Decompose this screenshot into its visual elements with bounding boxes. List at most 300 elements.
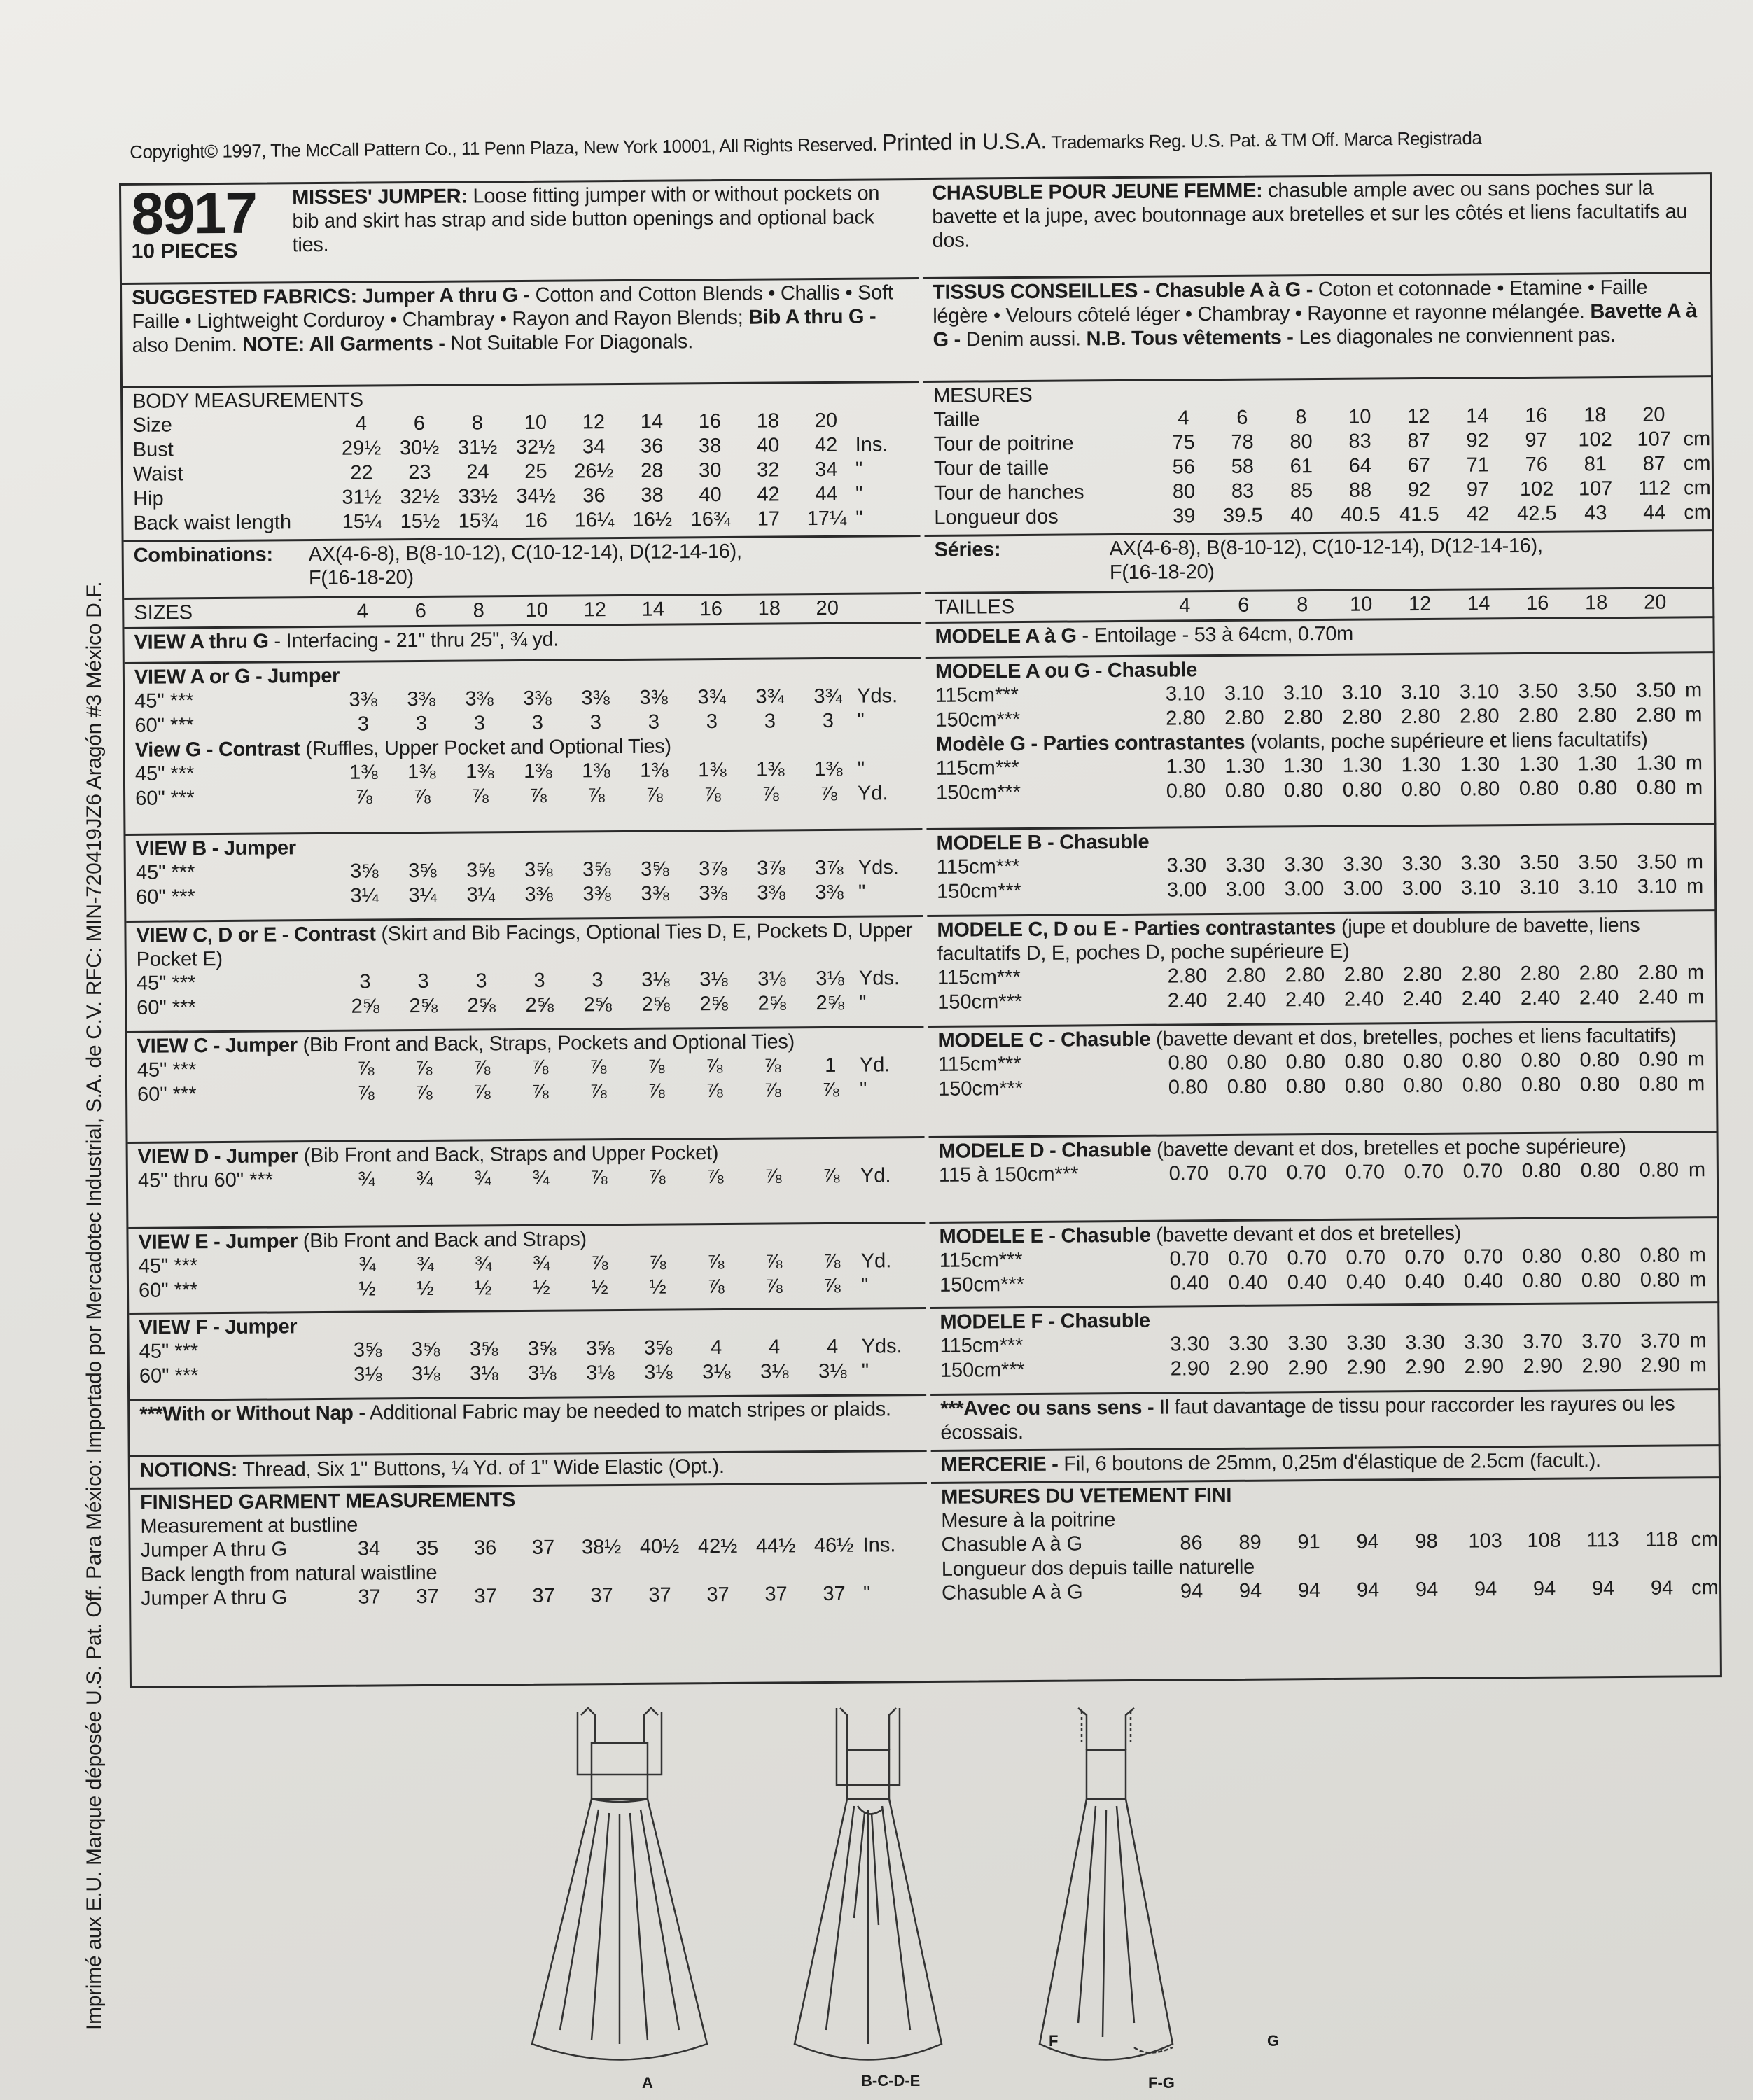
view-en-row-value: 3⅛ (470, 1362, 498, 1385)
view-fr-row-value: 0.40 (1169, 1272, 1210, 1295)
view-fr-4 (929, 1133, 1719, 1224)
view-en-row-value: 3⅛ (354, 1363, 382, 1386)
view-en-row-value: ½ (475, 1277, 492, 1300)
view-en-row-value: ⅞ (707, 1251, 725, 1274)
combinations-fr-line2: F(16-18-20) (1109, 561, 1215, 584)
view-en-row-value: 1⅜ (524, 760, 552, 783)
view-fr-row-value: 3.50 (1518, 680, 1558, 704)
fabrics-en-note: NOTE: All Garments - (242, 332, 445, 356)
view-fr-row-values (1157, 751, 1686, 779)
title-en: MISSES' JUMPER: (292, 185, 468, 209)
view-fr-5 (929, 1218, 1719, 1309)
interfacing-en-line-text: - Interfacing - 21" thru 25", ¾ yd. (274, 628, 559, 653)
view-fr-row-label: 150cm*** (936, 880, 1022, 903)
view-fr-row-value: 2.90 (1640, 1354, 1681, 1377)
finished-row-en-value: 37 (648, 1583, 671, 1606)
view-en-row-value: 4 (710, 1336, 722, 1359)
view-en-row (138, 1163, 918, 1194)
view-en-row-values (336, 967, 859, 995)
view-en-row-value: 3⅛ (702, 1360, 731, 1384)
body-row-en-value: 33½ (458, 485, 498, 508)
view-en-row-value: 3 (415, 712, 428, 736)
notions-fr (931, 1446, 1721, 1484)
view-fr-title-bold: MODELE A ou G - Chasuble (935, 659, 1198, 683)
view-fr-row-value: 3.30 (1464, 1331, 1504, 1354)
finished-row-fr-value: 98 (1415, 1530, 1438, 1553)
view-fr-row-value: 0.70 (1287, 1246, 1327, 1270)
view-en-row-value: ¾ (532, 1166, 550, 1189)
view-en-row-value: 3⅝ (585, 1337, 615, 1360)
view-fr-row-value: 3.10 (1400, 680, 1441, 704)
notions-fr-line-bold: MERCERIE - (940, 1452, 1059, 1476)
view-en-row (135, 781, 915, 811)
body-measurements-en (123, 383, 921, 542)
view-fr-row-value: 0.70 (1462, 1160, 1503, 1183)
view-en-row-value: 2⅝ (351, 995, 379, 1018)
view-en-row-value: 3⅝ (350, 860, 379, 883)
view-en-row-values (335, 782, 858, 810)
finished-row-fr-values (1162, 1576, 1691, 1604)
view-en-row-value: 3⅝ (353, 1338, 382, 1362)
view-en-row-value: 3 (359, 970, 371, 993)
view-en-row-value: 3⅛ (412, 1362, 440, 1386)
view-fr-row-value: 2.90 (1523, 1354, 1563, 1378)
body-row-en-label: Hip (133, 487, 164, 510)
finished-row-fr (941, 1576, 1719, 1606)
finished-row-fr-value: 118 (1645, 1528, 1678, 1551)
view-fr-row-value: 3.30 (1284, 853, 1325, 876)
view-fr-row-value: 0.80 (1283, 779, 1324, 802)
finished-sub2-en: Back length from natural waistline (140, 1561, 438, 1586)
view-fr-row-values (1160, 1268, 1689, 1296)
finished-row-fr-value: 94 (1474, 1578, 1497, 1601)
view-en-row-unit: Yds. (861, 1335, 902, 1358)
view-fr-row-label: 150cm*** (940, 1359, 1025, 1382)
view-en-title-text: (Bib Front and Back, Straps, Pockets and Optional Ties) (302, 1030, 795, 1057)
view-fr-row-value: 2.80 (1283, 706, 1323, 729)
view-fr-row-unit: m (1685, 704, 1703, 727)
view-en-row-value: ⅞ (823, 1250, 841, 1273)
finished-row-en-unit: Ins. (862, 1534, 896, 1557)
body-row-fr (934, 500, 1712, 531)
body-row-fr-value: 39 (1173, 505, 1196, 528)
finished-row-en-value: 37 (823, 1582, 846, 1606)
view-en-row-label: 45" *** (137, 1058, 197, 1082)
finished-row-fr-unit: cm (1691, 1528, 1719, 1551)
view-en-row-value: 3⅝ (469, 1338, 498, 1361)
body-row-en-value: 30½ (399, 436, 440, 460)
body-row-en-value: 4 (355, 412, 368, 435)
view-fr-row-value: 0.80 (1636, 776, 1677, 799)
view-en-row-value: 3 (531, 711, 544, 734)
body-row-fr-value: 43 (1584, 502, 1607, 525)
body-row-en-value: 16 (524, 509, 548, 532)
body-row-en-value: 34 (582, 435, 606, 458)
view-en-row-unit: " (858, 881, 866, 904)
view-fr-row (938, 1072, 1711, 1102)
view-fr-row-value: 0.70 (1404, 1245, 1445, 1269)
view-fr-row-unit: m (1686, 875, 1704, 898)
view-fr-row-values (1160, 1329, 1689, 1357)
body-row-fr-value: 83 (1348, 430, 1371, 453)
view-en-row-value: ⅞ (415, 1081, 433, 1105)
body-row-fr-value: 92 (1466, 429, 1489, 452)
view-en-row-unit: " (857, 757, 865, 780)
view-en-row-value: ⅞ (764, 1079, 781, 1102)
body-row-fr-value: 16 (1525, 404, 1548, 427)
view-fr-row-value: 0.70 (1169, 1247, 1210, 1270)
notions-en-line (140, 1453, 920, 1483)
view-en-title-bold: VIEW B - Jumper (135, 836, 296, 860)
view-fr-row-values (1157, 776, 1686, 804)
view-en-row-value: ⅞ (473, 1081, 491, 1104)
view-en-title-text: (Bib Front and Back and Straps) (302, 1228, 587, 1253)
body-row-fr-value: 44 (1643, 501, 1666, 524)
body-row-fr-label: Longueur dos (934, 505, 1059, 529)
view-en-row-value: 3 (592, 969, 603, 992)
view-fr-row-value: 1.30 (1283, 755, 1324, 778)
view-fr-row-value: 0.70 (1286, 1161, 1327, 1184)
view-fr-row-value: 3.30 (1170, 1333, 1210, 1356)
sizes-en-value: 6 (414, 599, 426, 623)
view-fr-row-value: 0.80 (1579, 1073, 1620, 1096)
view-en-row (137, 1077, 917, 1107)
view-fr-row-values (1159, 1158, 1689, 1186)
view-fr-row-value: 2.40 (1637, 986, 1678, 1009)
view-en-title-bold: VIEW C - Jumper (137, 1034, 298, 1058)
view-en-row-value: 3⅜ (349, 688, 377, 711)
body-row-en-value: 10 (524, 411, 547, 434)
nap-en-line-text: Additional Fabric may be needed to match stripes or plaids. (369, 1398, 891, 1424)
view-fr-row-value: 0.80 (1581, 1245, 1621, 1268)
view-en-row-value: ⅞ (471, 785, 489, 808)
printed-in: Printed in U.S.A. (881, 127, 1047, 155)
sizes-fr-value: 6 (1238, 594, 1250, 617)
view-en-row-value: 1⅜ (756, 758, 785, 781)
view-en-row-value: 3⅛ (757, 967, 786, 990)
view-en-row-value: ⅞ (529, 784, 547, 807)
body-row-en-label: Bust (132, 438, 174, 461)
view-fr-row-unit: m (1685, 776, 1703, 799)
sizes-en-value: 16 (699, 597, 723, 621)
view-fr-row-value: 2.90 (1287, 1356, 1328, 1380)
view-en-row-values (338, 1250, 861, 1278)
body-row-en-value: 23 (408, 461, 431, 484)
view-en-row-value: 3⅜ (407, 687, 435, 711)
view-en-row-value: 3⅛ (816, 967, 844, 990)
combinations-en-label: Combinations: (133, 543, 273, 567)
view-fr-row-values (1156, 678, 1685, 706)
view-en-row-value: ½ (417, 1277, 434, 1301)
view-en-row-values (339, 1335, 862, 1363)
view-en-row (139, 1273, 919, 1303)
body-row-fr-unit: cm (1683, 428, 1711, 451)
view-en-row-value: ⅞ (591, 1252, 608, 1275)
view-fr-row-value: 0.70 (1228, 1247, 1269, 1270)
view-en-3 (127, 1028, 924, 1144)
view-en-title-bold: VIEW D - Jumper (137, 1144, 298, 1168)
body-row-fr-value: 40.5 (1341, 503, 1381, 526)
view-fr-row-value: 0.80 (1521, 1159, 1562, 1183)
body-row-fr-value: 102 (1578, 428, 1612, 451)
notions-fr-line-text: Fil, 6 boutons de 25mm, 0,25m d'élastique de 2.5cm (facult.). (1063, 1449, 1601, 1476)
view-en-row-unit: Yds. (858, 967, 900, 990)
body-row-en-value: 15½ (400, 510, 440, 533)
view-en-row-unit: Yds. (858, 856, 899, 879)
view-en-row-unit: Yd. (860, 1250, 892, 1273)
view-en-row-value: ⅞ (589, 1056, 607, 1079)
view-en-row-value: ¾ (416, 1167, 433, 1191)
sizes-fr-value: 18 (1584, 592, 1608, 615)
view-fr-row-unit: m (1686, 961, 1705, 984)
view-fr-title-text: (bavette devant et dos et bretelles) (1156, 1222, 1462, 1247)
body-row-en-value: 16¼ (574, 509, 615, 532)
sizes-en-label: SIZES (134, 601, 193, 624)
body-row-en-value: 32½ (400, 485, 440, 509)
sizes-en-values (333, 596, 856, 624)
view-fr-row-unit: m (1686, 850, 1704, 874)
body-row-fr-value: 102 (1519, 477, 1554, 501)
view-fr-row-value: 2.90 (1405, 1355, 1446, 1379)
view-fr-row-value: 3.10 (1341, 681, 1382, 704)
view-fr-title-text: (bavette devant et dos, bretelles et poche supérieure) (1157, 1135, 1626, 1161)
sketch-label-fg: F-G (1148, 2074, 1175, 2092)
body-row-en-value: 6 (413, 412, 426, 435)
view-fr-row-value: 3.00 (1343, 877, 1383, 900)
body-row-fr-value: 78 (1231, 430, 1254, 454)
body-row-en-value: 38 (698, 435, 722, 458)
view-en-row-label: 45" *** (136, 972, 196, 995)
view-en-row-value: 3⅜ (581, 687, 610, 710)
sizes-fr-value: 12 (1408, 592, 1432, 616)
finished-row-en-value: 37 (416, 1585, 439, 1609)
body-row-fr-value: 8 (1295, 406, 1307, 429)
view-en-row-value: 2⅝ (583, 993, 612, 1016)
view-fr-6 (930, 1303, 1720, 1396)
fabrics-fr-note-text: Les diagonales ne conviennent pas. (1299, 324, 1616, 349)
view-fr-title-text: (jupe et doublure de bavette, liens facultatifs D, E, poches D, poche supérieure E) (937, 913, 1640, 965)
nap-fr-line-text: Il faut davantage de tissu pour raccorder les rayures ou les écossais. (940, 1392, 1675, 1444)
view-en-row-value: 3 (822, 709, 834, 733)
body-row-en-unit: Ins. (855, 433, 888, 456)
title-fr: CHASUBLE POUR JEUNE FEMME: (932, 179, 1263, 204)
view-en-row-value: 3¼ (408, 883, 437, 907)
view-fr-row-value: 0.70 (1404, 1160, 1444, 1184)
body-row-en-value: 18 (756, 410, 780, 433)
description-fr (932, 176, 1705, 253)
view-fr-row-values (1158, 960, 1687, 988)
body-row-en-value: 36 (582, 484, 606, 507)
view-fr-title-bold: MODELE C, D ou E - Parties contrastantes (937, 916, 1336, 941)
sketch-view-a (532, 1708, 707, 2060)
view-en-title-bold: VIEW C, D or E - Contrast (136, 923, 376, 947)
finished-row-fr-value: 94 (1356, 1578, 1380, 1602)
view-en-row-value: 3 (533, 969, 545, 992)
sizes-fr-value: 8 (1297, 594, 1308, 617)
sketch-view-fg (1040, 1708, 1173, 2060)
interfacing-fr-line-text: - Entoilage - 53 à 64cm, 0.70m (1082, 622, 1354, 648)
view-en-row-value: ¾ (417, 1252, 434, 1276)
view-fr-row-value: 0.70 (1345, 1161, 1385, 1184)
body-row-fr-value: 87 (1407, 429, 1430, 453)
view-fr-row-value: 3.10 (1460, 876, 1501, 899)
view-fr-row-value: 2.80 (1520, 962, 1560, 986)
view-fr-3 (928, 1022, 1718, 1138)
finished-row-en-label: Jumper A thru G (141, 1586, 288, 1610)
body-row-fr-unit: cm (1684, 501, 1712, 524)
body-row-en-unit: " (855, 482, 863, 505)
view-en-row-value: ⅞ (473, 1056, 491, 1079)
interfacing-en-line-bold: VIEW A thru G (134, 630, 269, 654)
view-fr-1 (926, 825, 1717, 917)
fabrics-en-label: SUGGESTED FABRICS: Jumper A thru G - (132, 284, 530, 309)
view-en-row-unit: " (861, 1359, 869, 1382)
combinations-en-line2: F(16-18-20) (308, 566, 414, 590)
view-en-row-value: 3⅝ (466, 859, 495, 882)
view-fr-row-value: 2.90 (1581, 1354, 1622, 1378)
finished-sub1-en: Measurement at bustline (140, 1513, 358, 1538)
interfacing-en (124, 624, 921, 664)
view-en-row-value: 1 (825, 1054, 837, 1077)
fabrics-fr-bib-text: Denim aussi. (965, 328, 1081, 351)
body-row-en-unit: " (855, 507, 863, 530)
body-row-en-value: 36 (640, 435, 664, 458)
body-row-fr-label: Tour de taille (933, 456, 1049, 480)
view-en-row-unit: " (857, 709, 865, 732)
view-fr-0 (926, 653, 1717, 830)
body-row-fr-value: 97 (1525, 428, 1548, 451)
view-fr-row-values (1156, 703, 1685, 731)
body-row-en-value: 17¼ (806, 507, 847, 531)
view-en-4 (128, 1138, 926, 1229)
view-fr-title-bold: MODELE D - Chasuble (938, 1138, 1152, 1163)
view-fr-title-bold: MODELE F - Chasuble (940, 1309, 1150, 1334)
view-en-title-text: (Skirt and Bib Facings, Optional Ties D, E, Pockets D, Upper Pocket E) (136, 919, 913, 971)
view-en-row-value: 3⅜ (641, 882, 669, 905)
finished-row-en-value: 35 (415, 1536, 439, 1560)
notions-fr-line (941, 1448, 1714, 1477)
view-en-row-value: 3⅛ (528, 1362, 557, 1385)
view-en-row-values (336, 991, 859, 1019)
finished-row-en (141, 1581, 921, 1611)
view-fr-row-value: 0.80 (1639, 1158, 1679, 1182)
body-title-en: BODY MEASUREMENTS (132, 388, 363, 413)
view-fr-row-value: 2.80 (1637, 961, 1678, 984)
body-row-fr-value: 6 (1236, 406, 1248, 429)
finished-row-en-value: 36 (473, 1536, 497, 1560)
view-fr-row-unit: m (1689, 1329, 1707, 1352)
view-fr-row-value: 0.80 (1460, 778, 1500, 801)
view-en-row-value: 3⅜ (757, 881, 785, 904)
view-fr-row-value: 0.80 (1579, 1049, 1620, 1072)
view-fr-row-value: 3.50 (1637, 850, 1677, 874)
finished-row-fr-value: 108 (1527, 1529, 1561, 1553)
body-row-fr-value: 58 (1231, 455, 1255, 478)
view-en-row-value: ¾ (474, 1167, 491, 1190)
view-en-row-unit: Yd. (860, 1164, 891, 1187)
view-fr-row-unit: m (1687, 986, 1705, 1009)
view-fr-row-value: 3.70 (1581, 1330, 1621, 1353)
view-en-row-value: 3⅜ (523, 687, 552, 710)
sizes-fr-values (1155, 590, 1684, 618)
sketch-view-bcde (795, 1708, 942, 2060)
view-en-row-value: ⅞ (531, 1056, 549, 1079)
view-fr-row-value: 0.80 (1462, 1049, 1502, 1072)
view-fr-title-bold: MODELE B - Chasuble (936, 830, 1150, 855)
view-fr-row-value: 2.40 (1343, 988, 1384, 1011)
view-fr-row-value: 0.90 (1638, 1048, 1679, 1071)
sketch-label-a: A (642, 2074, 653, 2092)
body-row-en-value: 31½ (342, 486, 382, 509)
view-en-2 (126, 917, 923, 1033)
finished-row-en-value: 38½ (581, 1536, 622, 1559)
body-row-fr-value: 92 (1407, 478, 1431, 502)
body-row-en-value: 42 (757, 483, 780, 506)
body-row-fr-value: 87 (1642, 452, 1666, 475)
combinations-en (124, 537, 921, 600)
desc-en: Loose fitting jumper with or without pockets on bib and skirt has strap and side button openings and optional back ties. (292, 182, 880, 257)
view-fr-row-value: 2.80 (1636, 704, 1676, 727)
view-en-row-values (335, 757, 858, 785)
body-row-en-value: 20 (814, 409, 838, 433)
combinations-fr-label: Séries: (934, 538, 1001, 561)
view-en-row-value: ⅞ (589, 1080, 607, 1103)
fabrics-fr (923, 274, 1713, 383)
view-fr-row-value: 2.80 (1166, 707, 1206, 730)
body-row-en-values (332, 409, 855, 437)
sizes-en-value: 12 (583, 598, 607, 622)
copyright-text: Copyright© 1997, The McCall Pattern Co., 11 Penn Plaza, New York 10001, All Rights Reserved. (130, 133, 878, 162)
view-fr-row-value: 2.80 (1285, 964, 1325, 987)
view-en-row-label: 60" *** (135, 787, 195, 810)
view-fr-row-value: 0.80 (1285, 1075, 1326, 1098)
body-row-fr-values (1154, 500, 1684, 528)
view-en-row-value: 3 (589, 711, 602, 734)
view-fr-row-value: 0.80 (1342, 778, 1383, 802)
view-fr-row-values (1159, 1047, 1688, 1075)
nap-en-line-bold: ***With or Without Nap - (139, 1401, 365, 1426)
view-fr-title-text: (volants, poche supérieure et liens facultatifs) (1250, 728, 1648, 754)
view-fr-row-value: 1.30 (1460, 753, 1500, 776)
sizes-en-value: 4 (356, 600, 368, 623)
view-en-row-value: 3¾ (813, 685, 842, 708)
view-en-row-values (338, 1274, 861, 1302)
view-en-row-value: 3⅛ (699, 967, 728, 991)
body-row-fr-value: 20 (1642, 403, 1665, 426)
sizes-en-value: 10 (525, 598, 549, 622)
view-en-row-label: 45" thru 60" *** (137, 1168, 274, 1192)
nap-fr-line (940, 1392, 1713, 1445)
finished-row-en-unit: " (862, 1582, 871, 1605)
view-en-row-value: 3⅞ (757, 857, 785, 880)
view-fr-row-value: 0.70 (1168, 1162, 1209, 1185)
combinations-fr (925, 531, 1715, 594)
notions-en (130, 1452, 927, 1490)
view-fr-row-value: 2.40 (1167, 989, 1208, 1012)
view-en-row-value: 2⅝ (409, 994, 438, 1018)
view-en-row-value: 3⅛ (818, 1359, 847, 1383)
fabrics-fr-bib: Bavette A à G - (933, 300, 1698, 351)
body-row-fr-value: 80 (1290, 430, 1313, 454)
description-en (292, 181, 912, 262)
view-fr-row-value: 3.30 (1287, 1331, 1327, 1355)
view-fr-row-value: 0.80 (1577, 777, 1618, 800)
view-fr-row-label: 115cm*** (937, 1053, 1021, 1076)
finished-row-fr-label: Chasuble A à G (941, 1581, 1083, 1604)
fabrics-en-text (132, 281, 912, 358)
view-fr-row-label: 150cm*** (935, 708, 1021, 732)
body-row-fr-value: 67 (1407, 454, 1431, 477)
